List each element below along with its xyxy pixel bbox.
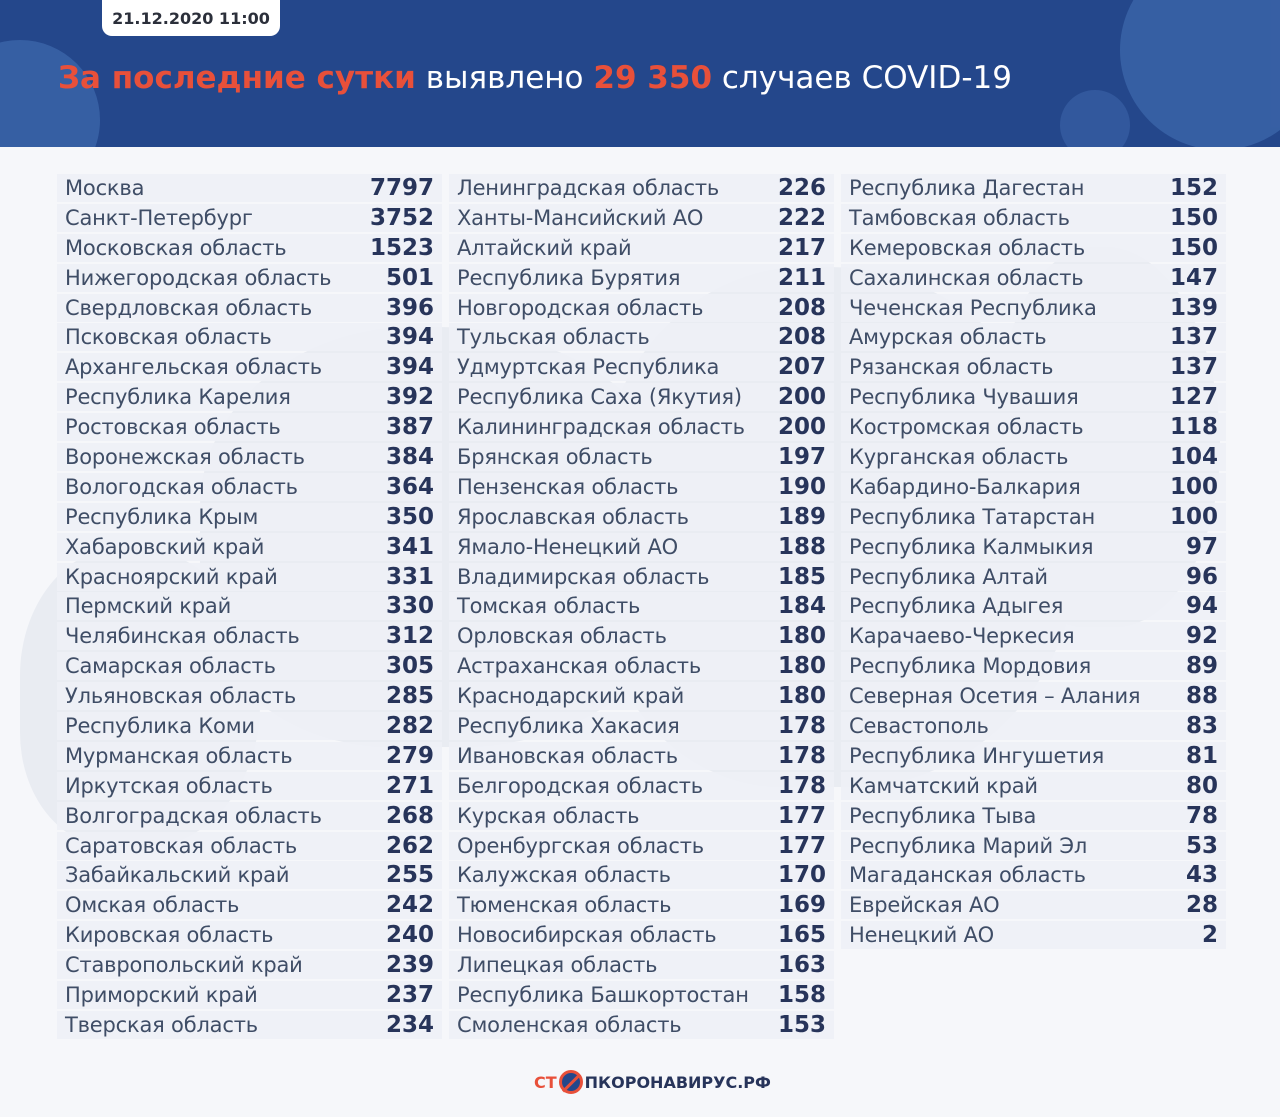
region-name: Приморский край xyxy=(65,983,258,1008)
case-count: 268 xyxy=(385,802,434,829)
region-name: Костромская область xyxy=(849,415,1084,440)
region-name: Смоленская область xyxy=(457,1012,682,1037)
region-name: Москва xyxy=(65,176,145,200)
table-row xyxy=(57,264,442,292)
region-name: Республика Марий Эл xyxy=(849,833,1088,858)
headline-accent: За последние сутки xyxy=(58,60,416,96)
region-name: Республика Мордовия xyxy=(849,654,1092,679)
case-count: 396 xyxy=(385,294,434,321)
region-name: Ненецкий АО xyxy=(849,923,995,948)
case-count: 384 xyxy=(385,444,434,471)
case-count: 88 xyxy=(1185,683,1218,710)
case-count: 104 xyxy=(1169,444,1218,471)
headline-suffix: случаев COVID-19 xyxy=(712,60,1012,96)
table-row xyxy=(57,204,442,232)
table-row xyxy=(841,413,1226,441)
case-count: 158 xyxy=(777,982,826,1009)
region-name: Забайкальский край xyxy=(65,863,290,888)
table-row xyxy=(57,622,442,650)
table-row xyxy=(841,533,1226,561)
table-row xyxy=(841,563,1226,591)
table-row xyxy=(57,832,442,860)
case-count: 271 xyxy=(385,772,434,799)
table-row xyxy=(57,383,442,411)
case-count: 89 xyxy=(1185,653,1218,680)
table-row xyxy=(57,802,442,830)
table-row xyxy=(449,682,834,710)
region-name: Псковская область xyxy=(65,325,272,350)
region-name: Сахалинская область xyxy=(849,265,1084,290)
region-name: Ханты-Мансийский АО xyxy=(457,205,704,230)
table-row xyxy=(449,921,834,949)
page-title xyxy=(58,60,1012,96)
case-count: 188 xyxy=(777,533,826,560)
case-count: 217 xyxy=(777,234,826,261)
table-row xyxy=(449,234,834,262)
region-name: Самарская область xyxy=(65,654,276,679)
table-row xyxy=(841,802,1226,830)
region-name: Республика Хакасия xyxy=(457,714,680,739)
region-name: Республика Коми xyxy=(65,714,255,739)
table-row xyxy=(841,592,1226,620)
table-row xyxy=(841,652,1226,680)
region-name: Республика Тыва xyxy=(849,803,1037,828)
table-row xyxy=(841,473,1226,501)
case-count: 226 xyxy=(777,175,826,201)
table-row xyxy=(57,503,442,531)
header-banner xyxy=(0,0,1280,147)
table-row xyxy=(841,204,1226,232)
table-row xyxy=(57,353,442,381)
region-name: Вологодская область xyxy=(65,474,298,499)
case-count: 92 xyxy=(1185,623,1218,650)
table-row xyxy=(449,652,834,680)
case-count: 1523 xyxy=(369,234,434,261)
case-count: 137 xyxy=(1169,324,1218,351)
table-row xyxy=(57,413,442,441)
case-count: 197 xyxy=(777,444,826,471)
table-row xyxy=(449,832,834,860)
case-count: 2 xyxy=(1201,922,1218,949)
table-row xyxy=(841,682,1226,710)
region-name: Пензенская область xyxy=(457,474,679,499)
case-count: 165 xyxy=(777,922,826,949)
table-column-2 xyxy=(449,174,834,1041)
table-row xyxy=(57,712,442,740)
case-count: 83 xyxy=(1185,713,1218,740)
case-count: 394 xyxy=(385,324,434,351)
table-row xyxy=(841,323,1226,351)
region-name: Ивановская область xyxy=(457,743,678,768)
table-row xyxy=(449,772,834,800)
region-name: Республика Башкортостан xyxy=(457,983,749,1008)
case-count: 200 xyxy=(777,414,826,441)
case-count: 118 xyxy=(1169,414,1218,441)
headline-text: выявлено xyxy=(415,60,594,96)
case-count: 78 xyxy=(1185,802,1218,829)
region-name: Ямало-Ненецкий АО xyxy=(457,534,678,559)
table-row xyxy=(449,413,834,441)
region-name: Магаданская область xyxy=(849,863,1086,888)
table-row xyxy=(449,891,834,919)
table-row xyxy=(449,712,834,740)
case-count: 305 xyxy=(385,653,434,680)
table-row xyxy=(841,742,1226,770)
table-row xyxy=(449,563,834,591)
case-count: 100 xyxy=(1169,473,1218,500)
table-row xyxy=(841,234,1226,262)
region-name: Республика Ингушетия xyxy=(849,743,1105,768)
region-name: Воронежская область xyxy=(65,445,305,470)
table-row xyxy=(449,503,834,531)
table-row xyxy=(841,921,1226,949)
region-name: Курганская область xyxy=(849,445,1069,470)
region-name: Свердловская область xyxy=(65,295,313,320)
region-name: Оренбургская область xyxy=(457,833,704,858)
region-name: Архангельская область xyxy=(65,355,322,380)
case-count: 152 xyxy=(1169,175,1218,201)
region-name: Ставропольский край xyxy=(65,953,303,978)
region-name: Республика Алтай xyxy=(849,564,1048,589)
case-count: 80 xyxy=(1185,772,1218,799)
case-count: 331 xyxy=(385,563,434,590)
region-name: Кировская область xyxy=(65,923,274,948)
table-row xyxy=(449,204,834,232)
case-count: 282 xyxy=(385,713,434,740)
case-count: 7797 xyxy=(369,175,434,201)
region-name: Новосибирская область xyxy=(457,923,717,948)
region-name: Санкт-Петербург xyxy=(65,205,253,230)
case-count: 240 xyxy=(385,922,434,949)
region-name: Челябинская область xyxy=(65,624,300,649)
table-row xyxy=(841,174,1226,202)
case-count: 341 xyxy=(385,533,434,560)
case-count: 222 xyxy=(777,204,826,231)
region-name: Кабардино-Балкария xyxy=(849,474,1081,499)
table-row xyxy=(449,294,834,322)
case-count: 190 xyxy=(777,473,826,500)
table-row xyxy=(449,802,834,830)
table-row xyxy=(57,772,442,800)
case-count: 81 xyxy=(1185,742,1218,769)
case-count: 94 xyxy=(1185,593,1218,620)
region-name: Калужская область xyxy=(457,863,671,888)
case-count: 285 xyxy=(385,683,434,710)
region-name: Липецкая область xyxy=(457,953,658,978)
table-row xyxy=(57,234,442,262)
table-row xyxy=(57,1011,442,1039)
table-row xyxy=(57,981,442,1009)
region-name: Тамбовская область xyxy=(849,205,1070,230)
case-count: 150 xyxy=(1169,234,1218,261)
case-count: 137 xyxy=(1169,354,1218,381)
table-row xyxy=(841,503,1226,531)
table-row xyxy=(57,294,442,322)
table-row xyxy=(841,832,1226,860)
case-count: 3752 xyxy=(369,204,434,231)
headline-number: 29 350 xyxy=(593,60,713,96)
region-name: Северная Осетия – Алания xyxy=(849,684,1141,709)
region-name: Тульская область xyxy=(457,325,650,350)
region-name: Курская область xyxy=(457,803,640,828)
table-row xyxy=(449,323,834,351)
case-count: 127 xyxy=(1169,384,1218,411)
table-column-1 xyxy=(57,174,442,1041)
region-name: Республика Бурятия xyxy=(457,265,681,290)
table-row xyxy=(841,861,1226,889)
case-count: 234 xyxy=(385,1011,434,1038)
region-name: Мурманская область xyxy=(65,743,293,768)
case-count: 501 xyxy=(385,264,434,291)
region-name: Чеченская Республика xyxy=(849,295,1097,320)
case-count: 350 xyxy=(385,503,434,530)
case-count: 242 xyxy=(385,892,434,919)
case-count: 184 xyxy=(777,593,826,620)
table-row xyxy=(57,592,442,620)
case-count: 364 xyxy=(385,473,434,500)
region-name: Республика Саха (Якутия) xyxy=(457,385,742,410)
case-count: 387 xyxy=(385,414,434,441)
region-name: Ростовская область xyxy=(65,415,281,440)
region-name: Республика Дагестан xyxy=(849,176,1085,200)
case-count: 237 xyxy=(385,982,434,1009)
case-count: 239 xyxy=(385,952,434,979)
case-count: 177 xyxy=(777,802,826,829)
case-count: 189 xyxy=(777,503,826,530)
case-count: 207 xyxy=(777,354,826,381)
region-name: Удмуртская Республика xyxy=(457,355,720,380)
case-count: 150 xyxy=(1169,204,1218,231)
case-count: 200 xyxy=(777,384,826,411)
region-name: Еврейская АО xyxy=(849,893,1000,918)
table-row xyxy=(57,533,442,561)
region-name: Ленинградская область xyxy=(457,176,720,200)
table-row xyxy=(57,174,442,202)
logo-text-end: ПКОРОНАВИРУС.РФ xyxy=(584,1072,771,1092)
region-name: Новгородская область xyxy=(457,295,704,320)
table-row xyxy=(449,264,834,292)
table-row xyxy=(57,891,442,919)
region-name: Алтайский край xyxy=(457,235,632,260)
case-count: 96 xyxy=(1185,563,1218,590)
region-name: Республика Крым xyxy=(65,504,259,529)
region-name: Кемеровская область xyxy=(849,235,1085,260)
case-count: 169 xyxy=(777,892,826,919)
table-row xyxy=(841,264,1226,292)
virus-decoration-icon xyxy=(1060,90,1130,147)
table-row xyxy=(449,473,834,501)
case-count: 163 xyxy=(777,952,826,979)
region-name: Камчатский край xyxy=(849,773,1038,798)
case-count: 185 xyxy=(777,563,826,590)
table-row xyxy=(449,742,834,770)
table-row xyxy=(57,563,442,591)
region-name: Карачаево-Черкесия xyxy=(849,624,1075,649)
table-row xyxy=(57,323,442,351)
table-row xyxy=(841,712,1226,740)
case-count: 312 xyxy=(385,623,434,650)
table-row xyxy=(57,652,442,680)
region-name: Республика Чувашия xyxy=(849,385,1079,410)
region-name: Рязанская область xyxy=(849,355,1054,380)
region-name: Астраханская область xyxy=(457,654,702,679)
case-count: 255 xyxy=(385,862,434,889)
case-count: 147 xyxy=(1169,264,1218,291)
virus-decoration-icon xyxy=(1120,0,1280,147)
table-row xyxy=(449,353,834,381)
case-count: 208 xyxy=(777,294,826,321)
region-name: Севастополь xyxy=(849,714,989,739)
table-column-3 xyxy=(841,174,1226,951)
table-row xyxy=(449,592,834,620)
region-name: Хабаровский край xyxy=(65,534,265,559)
region-name: Тюменская область xyxy=(457,893,672,918)
table-row xyxy=(841,383,1226,411)
region-name: Саратовская область xyxy=(65,833,298,858)
case-count: 394 xyxy=(385,354,434,381)
table-row xyxy=(57,682,442,710)
table-row xyxy=(449,533,834,561)
case-count: 97 xyxy=(1185,533,1218,560)
region-name: Орловская область xyxy=(457,624,667,649)
table-row xyxy=(57,742,442,770)
case-count: 177 xyxy=(777,832,826,859)
table-row xyxy=(57,861,442,889)
table-row xyxy=(449,1011,834,1039)
table-row xyxy=(449,383,834,411)
region-name: Московская область xyxy=(65,235,287,260)
region-name: Иркутская область xyxy=(65,773,273,798)
table-row xyxy=(449,622,834,650)
table-row xyxy=(841,443,1226,471)
case-count: 178 xyxy=(777,713,826,740)
region-name: Тверская область xyxy=(65,1012,258,1037)
case-count: 178 xyxy=(777,772,826,799)
case-count: 170 xyxy=(777,862,826,889)
table-row xyxy=(449,951,834,979)
case-count: 279 xyxy=(385,742,434,769)
case-count: 330 xyxy=(385,593,434,620)
region-name: Амурская область xyxy=(849,325,1047,350)
region-name: Нижегородская область xyxy=(65,265,332,290)
table-row xyxy=(841,294,1226,322)
case-count: 180 xyxy=(777,623,826,650)
case-count: 100 xyxy=(1169,503,1218,530)
region-name: Ярославская область xyxy=(457,504,689,529)
table-row xyxy=(841,353,1226,381)
table-row xyxy=(57,473,442,501)
date-badge: 21.12.2020 11:00 xyxy=(102,0,280,36)
table-row xyxy=(57,443,442,471)
table-row xyxy=(449,174,834,202)
region-name: Владимирская область xyxy=(457,564,710,589)
table-row xyxy=(57,921,442,949)
case-count: 262 xyxy=(385,832,434,859)
region-name: Омская область xyxy=(65,893,240,918)
case-count: 392 xyxy=(385,384,434,411)
case-count: 208 xyxy=(777,324,826,351)
region-name: Пермский край xyxy=(65,594,232,619)
region-name: Томская область xyxy=(457,594,641,619)
table-row xyxy=(449,861,834,889)
case-count: 153 xyxy=(777,1011,826,1038)
region-name: Ульяновская область xyxy=(65,684,297,709)
region-name: Белгородская область xyxy=(457,773,703,798)
region-name: Волгоградская область xyxy=(65,803,322,828)
logo-text-start: СТ xyxy=(534,1072,557,1092)
region-name: Республика Карелия xyxy=(65,385,291,410)
table-row xyxy=(449,443,834,471)
region-name: Краснодарский край xyxy=(457,684,685,709)
case-count: 28 xyxy=(1185,892,1218,919)
region-name: Республика Татарстан xyxy=(849,504,1096,529)
case-count: 211 xyxy=(777,264,826,291)
case-count: 180 xyxy=(777,653,826,680)
footer-logo xyxy=(534,1070,794,1094)
table-row xyxy=(57,951,442,979)
region-name: Красноярский край xyxy=(65,564,278,589)
region-name: Республика Калмыкия xyxy=(849,534,1094,559)
region-name: Республика Адыгея xyxy=(849,594,1064,619)
case-count: 178 xyxy=(777,742,826,769)
case-count: 53 xyxy=(1185,832,1218,859)
table-row xyxy=(449,981,834,1009)
table-row xyxy=(841,891,1226,919)
region-name: Калининградская область xyxy=(457,415,745,440)
case-count: 139 xyxy=(1169,294,1218,321)
region-name: Брянская область xyxy=(457,445,653,470)
table-row xyxy=(841,622,1226,650)
table-row xyxy=(841,772,1226,800)
stop-virus-icon xyxy=(559,1070,583,1094)
case-count: 180 xyxy=(777,683,826,710)
case-count: 43 xyxy=(1185,862,1218,889)
